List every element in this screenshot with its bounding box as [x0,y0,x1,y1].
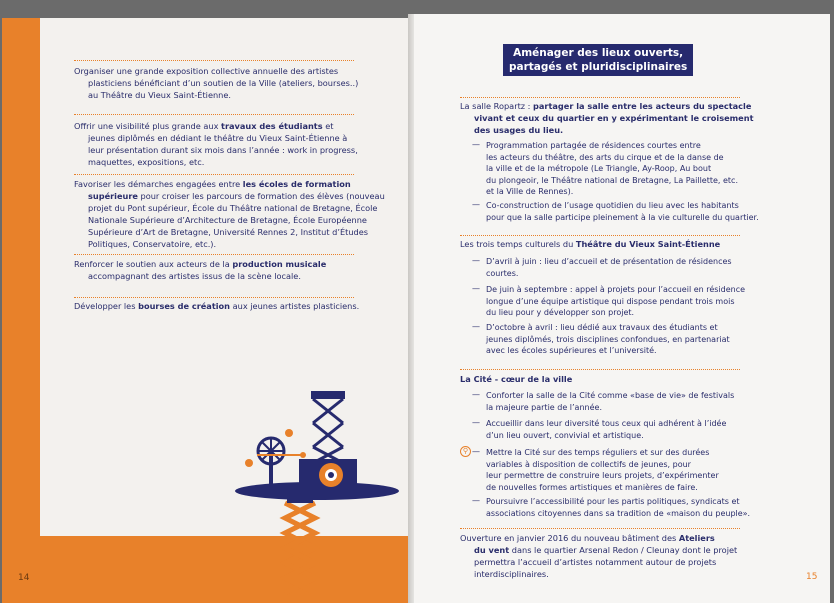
machine-illustration [227,363,407,603]
dial-dot [328,472,334,478]
accessibility-icon: ⚲ [460,446,471,457]
text-line: Ouverture en janvier 2016 du nouveau bâtiment des Ateliers [460,533,715,543]
left-page [2,18,410,603]
scissor-spring [285,503,315,593]
list-item [486,140,766,198]
joint-dot [245,459,253,467]
trois-temps-heading: Les trois temps culturels du Théâtre du Vieux Saint-Étienne [460,239,721,249]
text-line: Poursuivre l’accessibilité pour les partis politiques, syndicats et [486,497,740,506]
page-number-left: 14 [18,573,30,583]
list-item [486,496,786,519]
text-line: Renforcer le soutien aux acteurs de la production musicale [74,259,327,269]
divider [460,97,740,98]
divider [74,114,354,115]
divider [460,528,740,529]
dash-marker: — [472,140,480,149]
text-line: Favoriser les démarches engagées entre les écoles de formation [74,179,351,189]
paragraph-bourses [74,300,384,312]
dash-marker: — [472,256,480,265]
tower-top [311,391,345,399]
text-line: Développer les bourses de création aux jeunes artistes plasticiens. [74,301,360,311]
text-line: Conforter la salle de la Cité comme «base de vie» de festivals [486,391,735,400]
text-line: Organiser une grande exposition collective annuelle des artistes [74,66,339,76]
text-line: longue d’une équipe artistique qui dispose pendant trois mois [486,296,735,306]
list-item [486,256,776,279]
text-line: Accueillir dans leur diversité tous ceux qui adhérent à l’idée [486,419,727,428]
joint-dot [300,452,306,458]
divider [460,235,740,236]
section-title [503,44,693,76]
cite-heading: La Cité - cœur de la ville [460,374,573,384]
text-line: les acteurs du théâtre, des arts du cirque et de la danse de [486,152,724,162]
text-line: variables à disposition de collectifs de jeunes, pour [486,459,691,469]
text-line: accompagnant des artistes issus de la scène locale. [88,271,301,281]
list-item [486,390,776,413]
text-line: et la Ville de Rennes). [486,187,574,196]
ropartz-intro [460,100,760,136]
text-line: Offrir une visibilité plus grande aux travaux des étudiants et [74,121,334,131]
dash-marker: — [472,496,480,505]
text-line: la ville et de la métropole (Le Triangle, Ay-Roop, Au bout [486,164,712,173]
divider [460,369,740,370]
text-line: D’avril à juin : lieu d’accueil et de présentation de résidences [486,257,732,266]
tower-lattice [313,399,343,463]
text-line: De juin à septembre : appel à projets pour l’accueil en résidence [486,285,746,294]
list-item [486,200,786,223]
text-line: Nationale Supérieure d’Architecture de Bretagne, École Européenne [88,215,367,225]
list-item [486,447,776,493]
text-line: La salle Ropartz : partager la salle entre les acteurs du spectacle [460,101,752,111]
text-line: leur présentation durant six mois dans l’année : work in progress, [88,145,358,155]
paragraph-musique [74,258,384,282]
text-line: avec les écoles supérieures et l’université. [486,346,657,355]
divider [74,297,354,298]
text-line: leur permettre de construire leurs projets, d’expérimenter [486,471,719,480]
list-item [486,418,776,441]
joint-dot [285,429,293,437]
text-line: jeunes diplômés en dédiant le théâtre du Vieux Saint-Étienne à [88,133,348,143]
text-line: plasticiens bénéficiant d’un soutien de la Ville (ateliers, bourses..) [88,78,359,88]
dash-marker: — [472,447,480,456]
spring-cap [287,495,313,503]
divider [74,254,354,255]
title-line: partagés et pluridisciplinaires [509,61,688,73]
text-line: du vent dans le quartier Arsenal Redon / Cleunay dont le projet [474,545,738,555]
divider [74,60,354,61]
text-line: d’un lieu ouvert, convivial et artistique. [486,430,644,440]
text-line: permettra l’accueil d’artistes notamment autour de projets [474,557,717,567]
text-line: de nouvelles formes artistiques et manières de faire. [486,482,698,492]
dash-marker: — [472,284,480,293]
text-line: D’octobre à avril : lieu dédié aux travaux des étudiants et [486,323,718,332]
text-line: supérieure pour croiser les parcours de formation des élèves (nouveau [88,191,385,201]
text-line: jeunes diplômés, trois disciplines confondues, en partenariat [486,334,730,344]
text-line: Programmation partagée de résidences courtes entre [486,141,701,150]
title-line: Aménager des lieux ouverts, [513,47,684,59]
text-line: projet du Pont supérieur, École du Théâtre national de Bretagne, École [88,203,378,213]
text-line: des usages du lieu. [474,125,564,135]
text-line: courtes. [486,268,519,278]
page-number-right: 15 [806,572,818,582]
paragraph-exposition [74,65,384,101]
text-line: associations citoyennes dans sa tradition de «maison du peuple». [486,508,751,518]
paragraph-etudiants [74,120,384,168]
list-item [486,322,776,357]
text-line: pour que la salle participe pleinement à la vie culturelle du quartier. [486,212,759,222]
text-line: Co-construction de l’usage quotidien du lieu avec les habitants [486,201,739,210]
text-line: la majeure partie de l’année. [486,402,602,412]
text-line: du plongeoir, le Théâtre national de Bretagne, La Paillette, etc. [486,175,738,185]
text-line: interdisciplinaires. [474,569,549,579]
dash-marker: — [472,390,480,399]
ateliers-paragraph [460,532,760,580]
dash-marker: — [472,322,480,331]
dash-marker: — [472,200,480,209]
text-line: au Théâtre du Vieux Saint-Étienne. [88,90,232,100]
text-line: vivant et ceux du quartier en y expérimentant le croisement [474,113,754,123]
text-line: Mettre la Cité sur des temps réguliers et sur des durées [486,448,710,457]
divider [74,174,354,175]
orange-margin-band [2,18,40,603]
text-line: du lieu pour y développer son projet. [486,308,635,317]
dash-marker: — [472,418,480,427]
paragraph-ecoles [74,178,394,250]
text-line: maquettes, expositions, etc. [88,157,205,167]
text-line: Politiques, Conservatoire, etc.). [88,239,217,249]
text-line: Supérieure d’Art de Bretagne, Université Rennes 2, Institut d’Études [88,227,369,237]
list-item [486,284,776,319]
